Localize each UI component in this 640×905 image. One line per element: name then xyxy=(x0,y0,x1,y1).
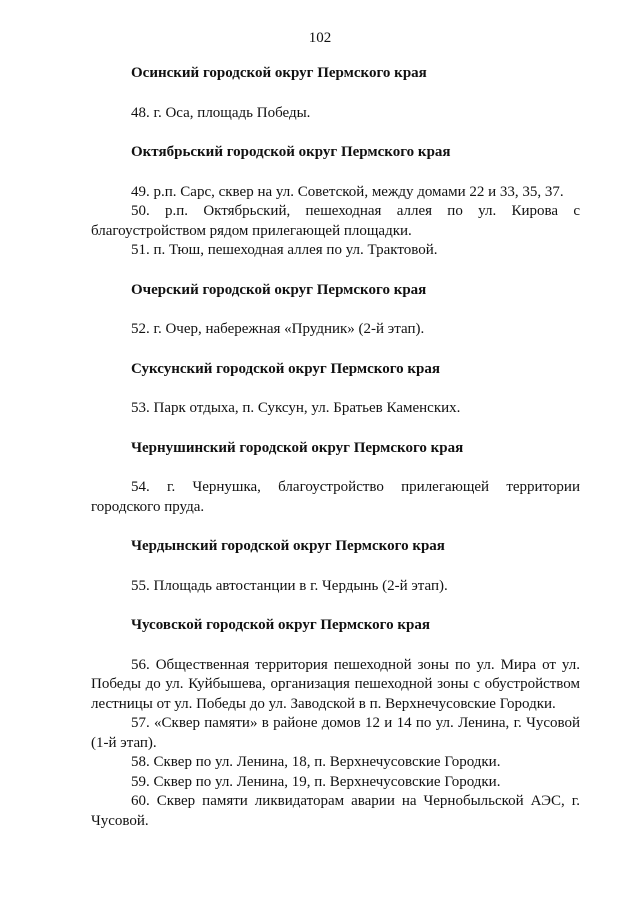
list-item: 50. р.п. Октябрьский, пешеходная аллея по ул. Кирова с благоустройством рядом прилегающей площадки. xyxy=(91,203,580,239)
list-item: 52. г. Очер, набережная «Прудник» (2-й этап). xyxy=(131,321,425,337)
list-item: 59. Сквер по ул. Ленина, 19, п. Верхнечусовские Городки. xyxy=(131,773,501,790)
section-heading: Суксунский городской округ Пермского края xyxy=(131,360,440,377)
list-item: 60. Сквер памяти ликвидаторам аварии на Чернобыльской АЭС, г. Чусовой. xyxy=(91,793,580,829)
list-item: 53. Парк отдыха, п. Суксун, ул. Братьев Каменских. xyxy=(131,400,461,416)
section-heading: Чердынский городской округ Пермского края xyxy=(131,538,445,554)
list-item: 55. Площадь автостанции в г. Чердынь (2-й этап). xyxy=(131,577,448,594)
list-item: 57. «Сквер памяти» в районе домов 12 и 14 по ул. Ленина, г. Чусовой (1-й этап). xyxy=(91,715,580,751)
section-heading: Осинский городской округ Пермского края xyxy=(131,65,427,81)
page-number: 102 xyxy=(308,30,332,46)
document-body xyxy=(91,64,580,831)
list-item: 58. Сквер по ул. Ленина, 18, п. Верхнечусовские Городки. xyxy=(131,754,501,770)
section-heading: Чернушинский городской округ Пермского края xyxy=(131,439,464,456)
list-item: 49. р.п. Сарс, сквер на ул. Советской, между домами 22 и 33, 35, 37. xyxy=(131,183,564,200)
list-item: 51. п. Тюш, пешеходная аллея по ул. Трактовой. xyxy=(131,242,438,258)
section-heading: Чусовской городской округ Пермского края xyxy=(131,617,430,633)
list-item: 54. г. Чернушка, благоустройство прилегающей территории городского пруда. xyxy=(91,479,580,515)
section-heading: Очерский городской округ Пермского края xyxy=(131,281,427,298)
list-item: 48. г. Оса, площадь Победы. xyxy=(131,104,311,121)
section-heading: Октябрьский городской округ Пермского края xyxy=(131,144,451,160)
list-item: 56. Общественная территория пешеходной зоны по ул. Мира от ул. Победы до ул. Куйбышева, организация пешеходной зоны с обустройством лестницы от ул. Победы до ул. Заводской в п. Верхнечусовские Городки. xyxy=(91,656,580,712)
